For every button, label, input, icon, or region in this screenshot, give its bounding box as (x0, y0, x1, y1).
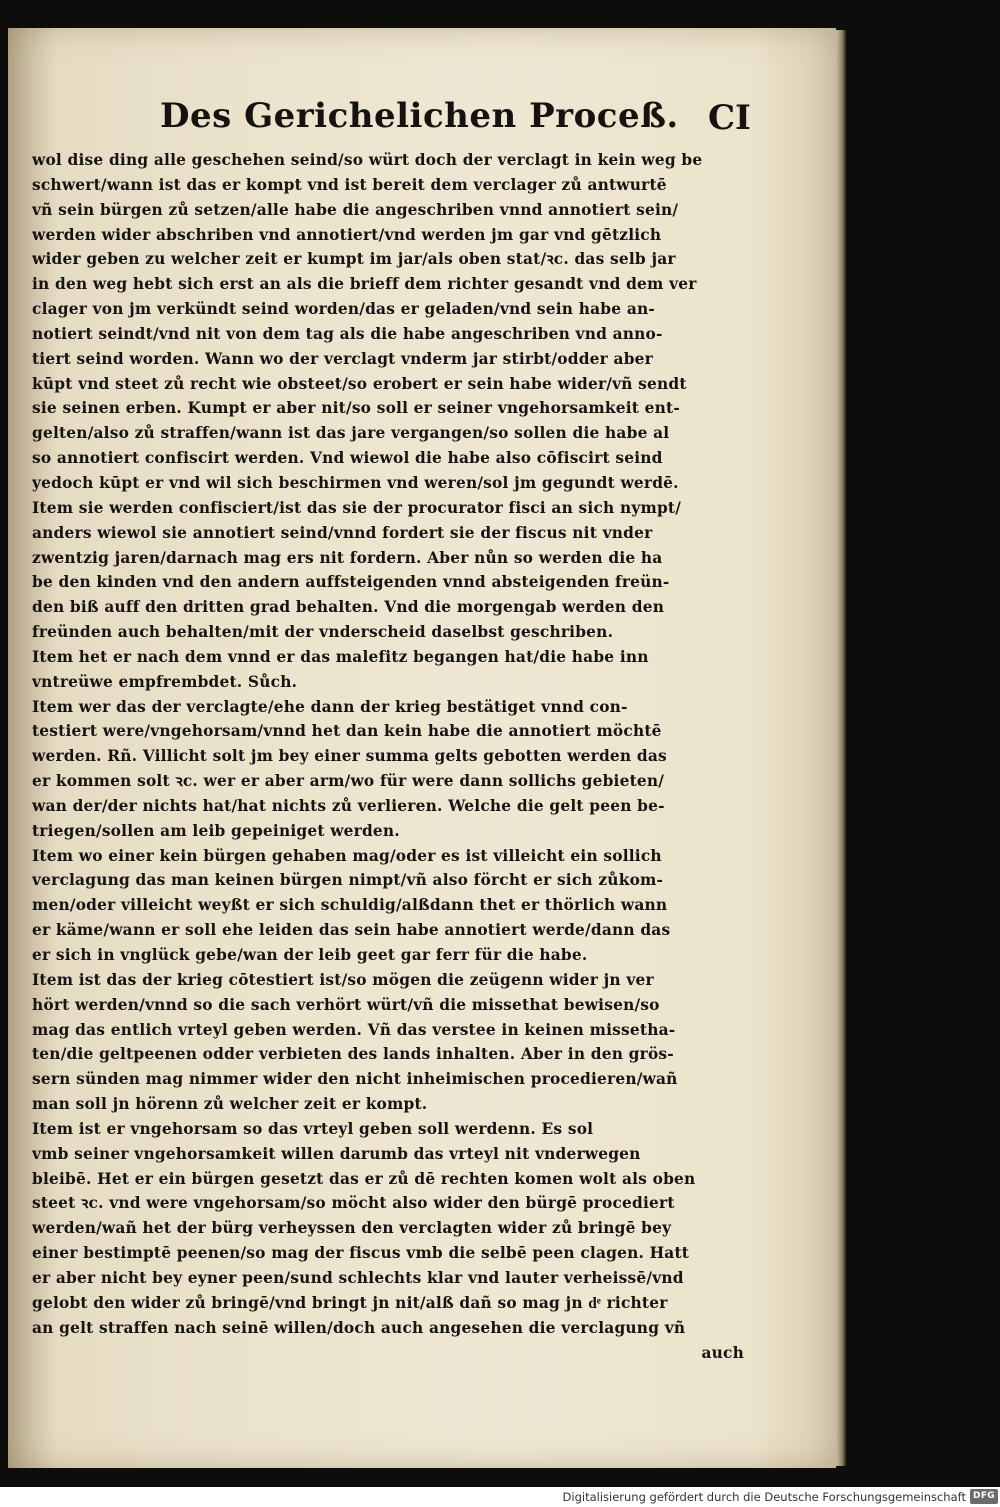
text-line: yedoch kūpt er vnd wil sich beschirmen vnd weren/sol jm gegundt werdē. (32, 473, 679, 492)
text-line: men/oder villeicht weyßt er sich schuldig/alßdann thet er thörlich wann (32, 896, 668, 915)
text-line: werden wider abschriben vnd annotiert/vnd werden jm gar vnd gētzlich (32, 225, 662, 244)
text-line: gelobt den wider zů bringē/vnd bringt jn nit/alß dañ so mag jn dͤ richter (32, 1293, 668, 1312)
page-header (160, 96, 800, 146)
text-line: verclagung das man keinen bürgen nimpt/vñ also förcht er sich zůkom- (32, 871, 664, 890)
text-line: kūpt vnd steet zů recht wie obsteet/so erobert er sein habe wider/vñ sendt (32, 374, 687, 393)
text-line: werden/wañ het der bürg verheyssen den verclagten wider zů bringē bey (32, 1219, 672, 1238)
text-line: Item ist er vngehorsam so das vrteyl geben soll werdenn. Es sol (32, 1119, 594, 1138)
text-line: Item wer das der verclagte/ehe dann der krieg bestätiget vnnd con- (32, 697, 628, 716)
text-line: vntreüwe empfrembdet. Sůch. (32, 672, 298, 691)
text-line: er käme/wann er soll ehe leiden das sein habe annotiert werde/dann das (32, 921, 671, 940)
text-line: er sich in vnglück gebe/wan der leib geet gar ferr für die habe. (32, 946, 588, 964)
text-line: be den kinden vnd den andern auffsteigenden vnnd absteigenden freün- (32, 573, 670, 592)
text-line: Item sie werden confisciert/ist das sie der procurator fisci an sich nympt/ (32, 498, 682, 517)
text-line: an gelt straffen nach seinē willen/doch auch angesehen die verclagung vñ (32, 1318, 686, 1337)
text-line: in den weg hebt sich erst an als die brieff dem richter gesandt vnd dem ver (32, 275, 697, 294)
text-line: gelten/also zů straffen/wann ist das jare vergangen/so sollen die habe al (32, 424, 670, 443)
footer-bar (0, 1487, 1000, 1507)
text-line: hört werden/vnnd so die sach verhört würt/vñ die missethat bewisen/so (32, 995, 660, 1014)
text-line: er kommen solt ꝛc. wer er aber arm/wo für were dann sollichs gebieten/ (32, 772, 665, 791)
text-line: ten/die geltpeenen odder verbieten des lands inhalten. Aber in den grös- (32, 1045, 674, 1064)
text-line: Item wo einer kein bürgen gehaben mag/oder es ist villeicht ein sollich (32, 846, 662, 865)
text-line: Item ist das der krieg cōtestiert ist/so mögen die zeügenn wider jn ver (32, 970, 654, 989)
catchword: auch (701, 1343, 744, 1362)
text-line: vmb seiner vngehorsamkeit willen darumb das vrteyl nit vnderwegen (32, 1144, 641, 1163)
text-line: wider geben zu welcher zeit er kumpt im jar/als oben stat/ꝛc. das selb jar (32, 250, 676, 269)
text-line: wol dise ding alle geschehen seind/so würt doch der verclagt in kein weg be (32, 151, 703, 169)
text-line: steet ꝛc. vnd were vngehorsam/so möcht also wider den bürgē procediert (32, 1194, 675, 1213)
text-line: bleibē. Het er ein bürgen gesetzt das er zů dē rechten komen wolt als oben (32, 1169, 696, 1188)
funding-credit[interactable]: Digitalisierung gefördert durch die Deutsche Forschungsgemeinschaft (562, 1490, 966, 1504)
text-line: sern sünden mag nimmer wider den nicht inheimischen procedieren/wañ (32, 1070, 678, 1089)
text-line: tiert seind worden. Wann wo der verclagt vnderm jar stirbt/odder aber (32, 349, 653, 368)
text-line: man soll jn hörenn zů welcher zeit er kompt. (32, 1095, 428, 1114)
text-line: vñ sein bürgen zů setzen/alle habe die angeschriben vnnd annotiert sein/ (32, 200, 679, 219)
running-title: Des Gerichelichen Proceß. (160, 96, 679, 136)
text-line: sie seinen erben. Kumpt er aber nit/so soll er seiner vngehorsamkeit ent- (32, 399, 680, 418)
text-line: schwert/wann ist das er kompt vnd ist bereit dem verclager zů antwurtē (32, 175, 667, 194)
text-line: so annotiert confiscirt werden. Vnd wiewol die habe also cōfiscirt seind (32, 449, 663, 468)
text-line: den biß auff den dritten grad behalten. Vnd die morgengab werden den (32, 598, 665, 617)
text-line: Item het er nach dem vnnd er das malefitz begangen hat/die habe inn (32, 647, 649, 666)
text-line: testiert were/vngehorsam/vnnd het dan kein habe die annotiert möchtē (32, 722, 662, 741)
text-line: wan der/der nichts hat/hat nichts zů verlieren. Welche die gelt peen be- (32, 796, 665, 815)
body-text (32, 148, 744, 1365)
text-line: notiert seindt/vnd nit von dem tag als die habe angeschriben vnd anno- (32, 324, 663, 343)
text-line: freünden auch behalten/mit der vnderscheid daselbst geschriben. (32, 623, 614, 642)
text-line: mag das entlich vrteyl geben werden. Vñ das verstee in keinen missetha- (32, 1020, 676, 1039)
text-line: clager von jm verkündt seind worden/das er geladen/vnd sein habe an- (32, 300, 655, 319)
text-line: werden. Rñ. Villicht solt jm bey einer summa gelts gebotten werden das (32, 747, 667, 766)
folio-number: CI (708, 98, 751, 138)
text-line: er aber nicht bey eyner peen/sund schlechts klar vnd lauter verheissē/vnd (32, 1268, 684, 1287)
text-line: anders wiewol sie annotiert seind/vnnd fordert sie der fiscus nit vnder (32, 523, 653, 542)
dfg-logo-icon[interactable]: DFG (970, 1489, 998, 1504)
text-line: zwentzig jaren/darnach mag ers nit fordern. Aber nůn so werden die ha (32, 548, 663, 567)
text-line: einer bestimptē peenen/so mag der fiscus vmb die selbē peen clagen. Hatt (32, 1244, 690, 1263)
page-edge (836, 30, 846, 1466)
text-line: triegen/sollen am leib gepeiniget werden. (32, 821, 400, 840)
